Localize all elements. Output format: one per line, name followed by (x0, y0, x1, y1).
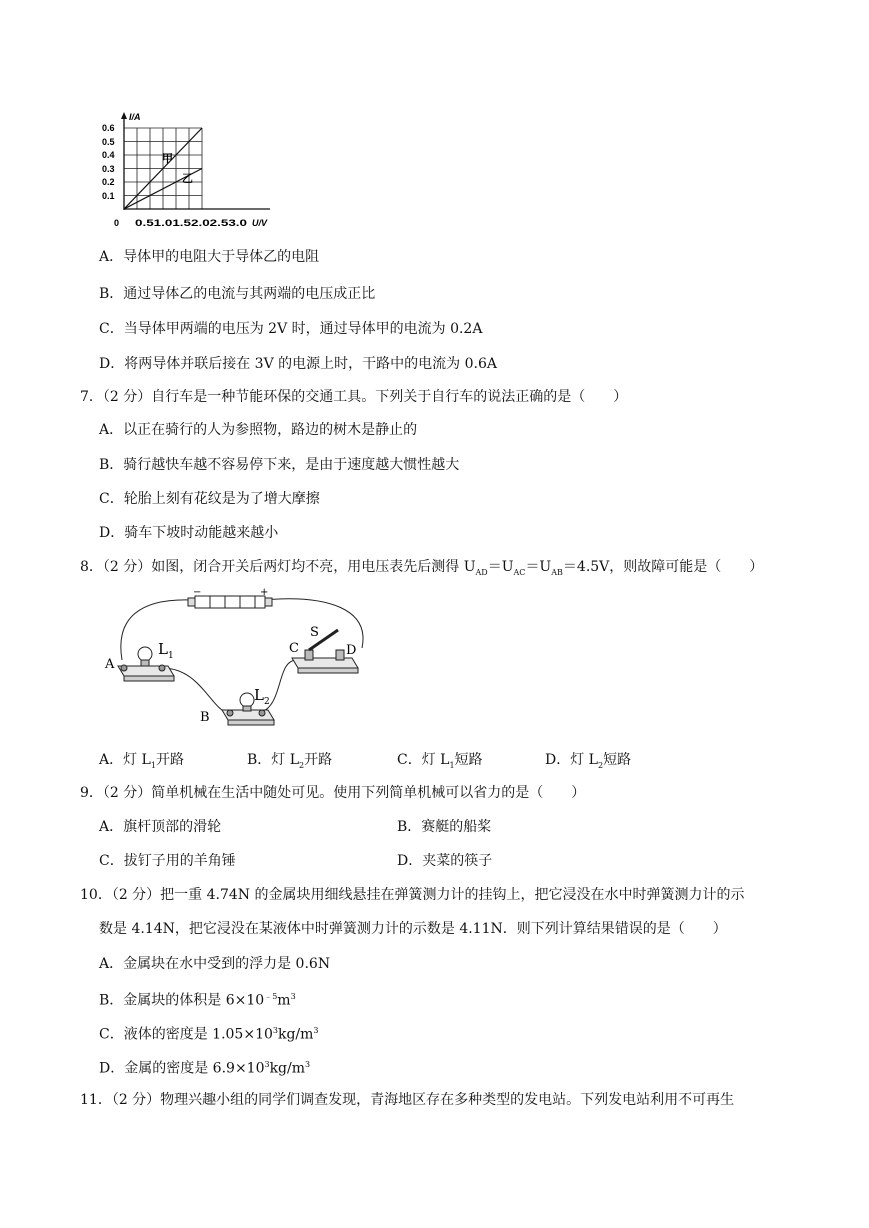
label-c: C (289, 641, 299, 656)
label-l2-sub: 2 (264, 697, 270, 707)
circuit-diagram (100, 588, 380, 738)
q8-eq2: ＝U (525, 559, 552, 575)
label-s: S (310, 625, 319, 640)
q9-option-b: B．赛艇的船桨 (397, 819, 492, 835)
q10-option-c: C．液体的密度是 $1.05\times 10^3kg/m^3$ (99, 1026, 319, 1043)
wire-battery-to-d (262, 599, 363, 648)
q8-stem-pre: 8．（2 分）如图，闭合开关后两灯均不亮，用电压表先后测得 U (80, 559, 476, 575)
y-tick-0.5: 0.5 (102, 137, 115, 147)
q6-option-b: B．通过导体乙的电流与其两端的电压成正比 (99, 286, 376, 302)
battery-minus: − (193, 587, 202, 598)
q10-stem-line1: 10．（2 分）把一重 4.74N 的金属块用细线悬挂在弹簧测力计的挂钩上，把它浸没在水中时弹簧测力计的示 (80, 887, 745, 903)
q11-stem: 11．（2 分）物理兴趣小组的同学们调查发现，青海地区存在多种类型的发电站。下列发电站利用不可再生 (80, 1092, 735, 1108)
q10-stem-line2: 数是 4.14N，把它浸没在某液体中时弹簧测力计的示数是 4.11N．则下列计算结果错误的是（ ） (99, 921, 727, 937)
label-yi: 乙 (182, 172, 193, 185)
label-b: B (200, 710, 210, 725)
y-axis-label: I/A (129, 112, 141, 122)
iu-graph (100, 110, 280, 230)
q8-stem-post: ＝4.5V，则故障可能是（ ） (562, 559, 764, 575)
q7-stem: 7．（2 分）自行车是一种节能环保的交通工具。下列关于自行车的说法正确的是（ ） (80, 389, 628, 405)
q10-option-b: B．金属块的体积是 $6\times 10^{﹣5}m^3$ (99, 992, 296, 1009)
q8-option-a: A．灯 $L_1$开路 (99, 752, 184, 770)
label-jia: 甲 (162, 152, 173, 165)
q7-option-d: D．骑车下坡时动能越来越小 (99, 525, 279, 541)
q6-option-d: D．将两导体并联后接在 3V 的电源上时，干路中的电流为 0.6A (99, 356, 497, 372)
x-ticks-label: 0.51.01.52.02.53.0 (135, 218, 247, 228)
q7-option-b: B．骑行越快车越不容易停下来，是由于速度越大惯性越大 (99, 457, 460, 473)
q9-stem: 9．（2 分）简单机械在生活中随处可见。使用下列简单机械可以省力的是（ ） (80, 785, 586, 801)
label-d: D (346, 643, 357, 658)
battery-plus: + (260, 587, 269, 598)
q8-eq1: ＝U (487, 559, 514, 575)
q8-sub-ab: AB (551, 567, 563, 577)
y-axis-arrow (121, 112, 127, 119)
label-l2: L (254, 686, 264, 704)
y-tick-0.2: 0.2 (102, 177, 115, 187)
q8-option-b: B．灯 $L_2$开路 (247, 752, 333, 770)
q10-option-d: D．金属的密度是 $6.9\times 10^3kg/m^3$ (99, 1060, 311, 1077)
x-axis-label: U/V (252, 218, 268, 228)
q8-sub-ac: AC (513, 567, 526, 577)
q8-stem (80, 558, 763, 582)
q6-option-c: C．当导体甲两端的电压为 2V 时，通过导体甲的电流为 0.2A (99, 321, 483, 337)
q8-option-c: C．灯 $L_1$短路 (397, 752, 483, 770)
q9-option-a: A．旗杆顶部的滑轮 (99, 819, 222, 835)
y-tick-0.3: 0.3 (102, 164, 115, 174)
y-tick-0.6: 0.6 (102, 123, 115, 133)
label-l1-sub: 1 (168, 651, 174, 661)
y-tick-0.1: 0.1 (102, 191, 115, 201)
q9-option-d: D．夹菜的筷子 (397, 853, 493, 869)
wire-battery-to-a (121, 600, 192, 660)
y-tick-0.4: 0.4 (102, 150, 115, 160)
q6-option-a: A．导体甲的电阻大于导体乙的电阻 (99, 249, 320, 265)
q10-option-a: A．金属块在水中受到的浮力是 0.6N (99, 956, 331, 972)
q9-option-c: C．拔钉子用的羊角锤 (99, 853, 236, 869)
origin-label: 0 (114, 218, 120, 228)
label-a: A (105, 657, 115, 672)
q8-sub-ad: AD (475, 567, 488, 577)
q8-option-d: D．灯 $L_2$短路 (545, 752, 632, 770)
q7-option-a: A．以正在骑行的人为参照物，路边的树木是静止的 (99, 422, 418, 438)
q7-option-c: C．轮胎上刻有花纹是为了增大摩擦 (99, 491, 320, 507)
label-l1: L (158, 640, 168, 658)
